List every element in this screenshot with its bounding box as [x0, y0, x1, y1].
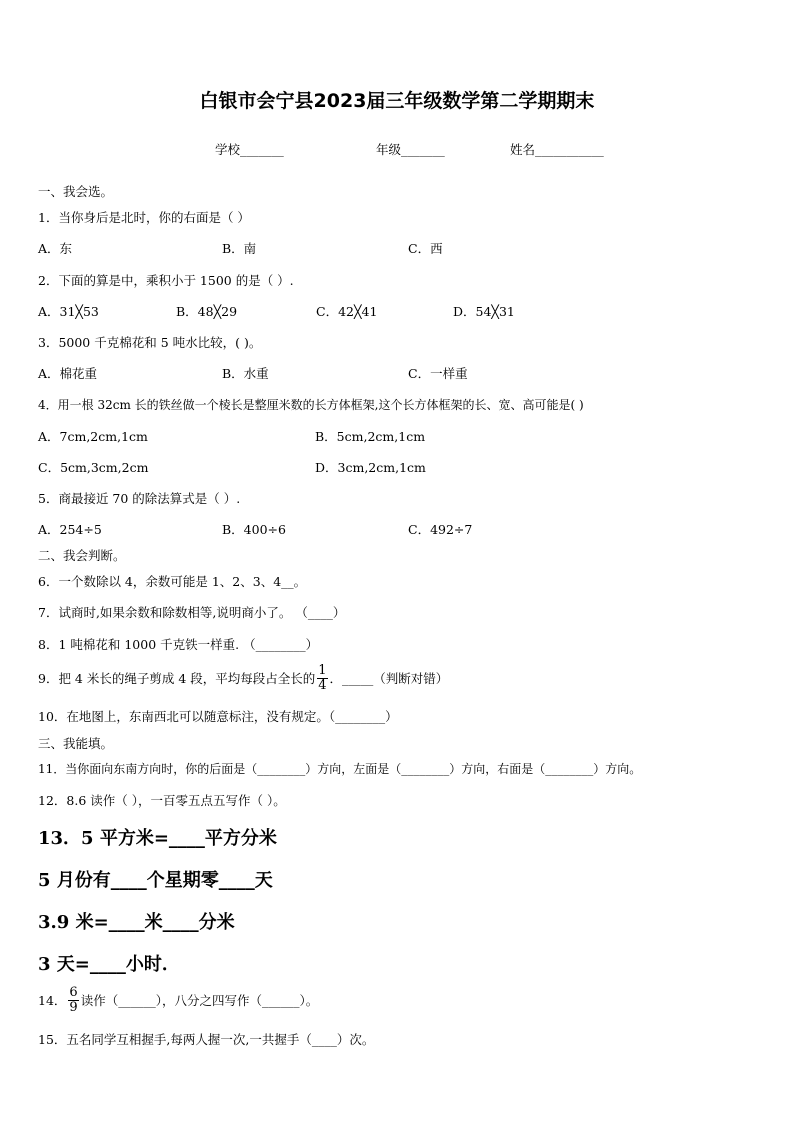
- question-1-stem: 1．当你身后是北时，你的右面是（ ）: [38, 210, 250, 225]
- question-13-line-2: 5 月份有____个星期零____天: [38, 870, 273, 891]
- question-4-option-c: C．5cm,3cm,2cm: [38, 460, 149, 475]
- question-11: 11．当你面向东南方向时，你的后面是（________）方向，左面是（________）方向，右面是（________）方向。: [38, 762, 642, 776]
- question-4-option-a: A．7cm,2cm,1cm: [38, 429, 148, 444]
- fraction-denominator: 4: [318, 677, 327, 693]
- question-2-option-a: A．31╳53: [38, 304, 99, 319]
- question-9-suffix: ．_____（判断对错）: [329, 671, 449, 686]
- question-3-option-a: A．棉花重: [38, 366, 98, 381]
- question-2-option-c: C．42╳41: [316, 304, 378, 319]
- question-4-option-d: D．3cm,2cm,1cm: [315, 460, 426, 475]
- question-13-line-4: 3 天=____小时．: [38, 954, 180, 975]
- page-title: 白银市会宁县2023届三年级数学第二学期期末: [199, 90, 595, 112]
- name-field: 姓名___________: [510, 142, 604, 157]
- question-1-option-a: A．东: [38, 241, 73, 256]
- question-6: 6．一个数除以 4，余数可能是 1、2、3、4__。: [38, 574, 307, 589]
- question-1-option-c: C．西: [408, 241, 443, 256]
- question-5-option-c: C．492÷7: [408, 522, 473, 537]
- fraction-numerator: 1: [318, 662, 327, 678]
- question-3-stem: 3．5000 千克棉花和 5 吨水比较，( )。: [38, 335, 262, 350]
- school-field: 学校_______: [215, 142, 284, 157]
- question-2-option-b: B．48╳29: [176, 304, 238, 319]
- question-3-option-b: B．水重: [222, 366, 269, 381]
- section-2-heading: 二、我会判断。: [38, 548, 126, 563]
- section-1-heading: 一、我会选。: [38, 184, 114, 199]
- question-9-text: 9．把 4 米长的绳子剪成 4 段，平均每段占全长的: [38, 671, 316, 686]
- question-13-line-1: 13．5 平方米=____平方分米: [38, 828, 277, 849]
- question-15: 15．五名同学互相握手,每两人握一次,一共握手（____）次。: [38, 1032, 375, 1047]
- question-2-option-d: D．54╳31: [453, 304, 515, 319]
- question-14-text: 读作（______），八分之四写作（______）。: [80, 993, 319, 1008]
- question-12: 12．8.6 读作（ ），一百零五点五写作（ ）。: [38, 793, 286, 808]
- question-13-line-3: 3.9 米=____米____分米: [38, 912, 235, 933]
- question-5-option-a: A．254÷5: [38, 522, 102, 537]
- question-14-fraction: [68, 986, 78, 1015]
- section-3-heading: 三、我能填。: [38, 736, 114, 751]
- fraction-denominator: 9: [69, 999, 78, 1015]
- question-4-option-b: B．5cm,2cm,1cm: [315, 429, 426, 444]
- question-4-stem: 4．用一根 32cm 长的铁丝做一个棱长是整厘米数的长方体框架,这个长方体框架的长、宽、高可能是( ): [38, 398, 584, 412]
- question-1-option-b: B．南: [222, 241, 257, 256]
- question-3-option-c: C．一样重: [408, 366, 468, 381]
- question-10: 10．在地图上，东南西北可以随意标注，没有规定。（________）: [38, 709, 398, 724]
- question-9: [38, 660, 448, 696]
- question-7: 7．试商时,如果余数和除数相等,说明商小了。 （____）: [38, 605, 346, 620]
- grade-field: 年级_______: [376, 142, 445, 157]
- question-14-number: 14．: [38, 993, 67, 1008]
- question-5-option-b: B．400÷6: [222, 522, 286, 537]
- question-5-stem: 5．商最接近 70 的除法算式是（ ）.: [38, 491, 241, 506]
- fraction-numerator: 6: [69, 984, 78, 1000]
- question-14: [38, 982, 318, 1018]
- question-8: 8．1 吨棉花和 1000 千克铁一样重. （________）: [38, 637, 319, 652]
- question-2-stem: 2．下面的算是中，乘积小于 1500 的是（ ）.: [38, 273, 294, 288]
- question-9-fraction: [317, 664, 327, 693]
